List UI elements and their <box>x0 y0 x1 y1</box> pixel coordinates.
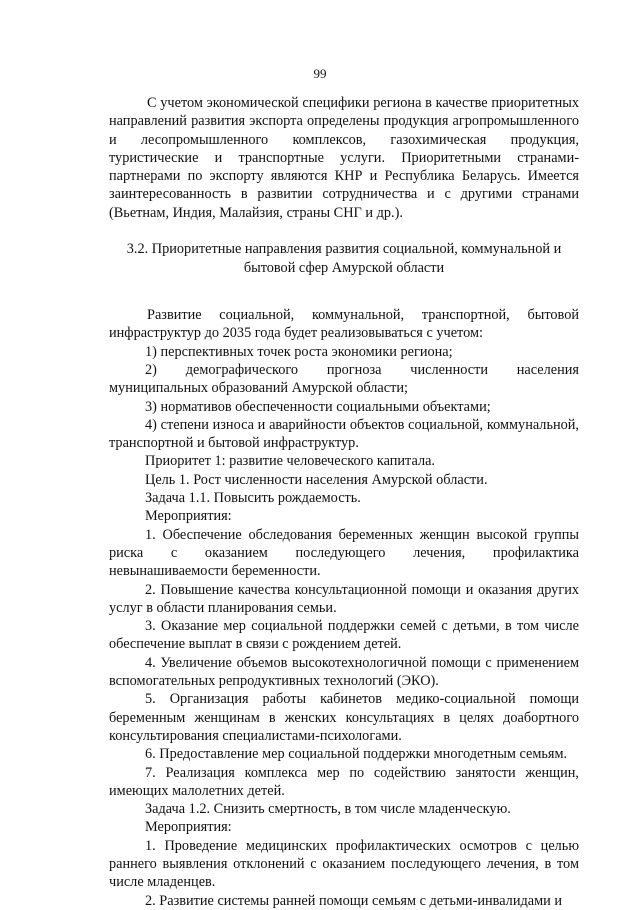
priority-line: Приоритет 1: развитие человеческого капитала. <box>145 453 435 470</box>
consideration-item: 1) перспективных точек роста экономики региона; <box>145 343 453 360</box>
task-1-2-title: Задача 1.2. Снизить смертность, в том числе младенческую. <box>145 801 511 818</box>
measure-item: 2. Повышение качества консультационной помощи и оказания других услуг в области планирования семьи. <box>109 581 579 616</box>
section-heading-line1: 3.2. Приоритетные направления развития социальной, коммунальной и <box>126 241 562 258</box>
measure-item: 2. Развитие системы ранней помощи семьям с детьми-инвалидами и <box>145 892 563 909</box>
section-heading-line2: бытовой сфер Амурской области <box>243 260 445 277</box>
task-1-2-measures-label: Мероприятия: <box>145 819 232 836</box>
measure-item: 7. Реализация комплекса мер по содействию занятости женщин, имеющих малолетних детей. <box>109 764 579 799</box>
section-intro: Развитие социальной, коммунальной, транспортной, бытовой инфраструктур до 2035 года будет реализовываться с учетом: <box>109 307 579 342</box>
consideration-item: 3) нормативов обеспеченности социальными объектами; <box>145 398 491 415</box>
measure-item: 1. Проведение медицинских профилактических осмотров с целью раннего выявления отклонений с оказанием последующего лечения, в том числе младенцев. <box>109 837 579 891</box>
task-1-1-title: Задача 1.1. Повысить рождаемость. <box>145 490 361 507</box>
consideration-item: 4) степени износа и аварийности объектов социальной, коммунальной, транспортной и бытовой инфраструктур. <box>109 416 579 452</box>
measure-item: 4. Увеличение объемов высокотехнологичной помощи с применением вспомогательных репродуктивных технологий (ЭКО). <box>109 654 579 690</box>
section-heading <box>115 240 573 278</box>
page-content <box>109 94 579 910</box>
consideration-item: 2) демографического прогноза численности населения муниципальных образований Амурской области; <box>109 361 579 397</box>
goal-line: Цель 1. Рост численности населения Амурской области. <box>145 471 488 488</box>
measure-item: 1. Обеспечение обследования беременных женщин высокой группы риска с оказанием последующего лечения, профилактика невынашиваемости беременности. <box>109 526 579 580</box>
measure-item: 6. Предоставление мер социальной поддержки многодетным семьям. <box>145 746 568 763</box>
measure-item: 5. Организация работы кабинетов медико-социальной помощи беременным женщинам в женских консультациях в целях доабортного консультирования специалистами-психологами. <box>109 691 579 744</box>
measure-item: 3. Оказание мер социальной поддержки семей с детьми, в том числе обеспечение выплат в связи с рождением детей. <box>109 618 579 653</box>
intro-paragraph: С учетом экономической специфики региона в качестве приоритетных направлений развития экспорта определены продукция агропромышленного и лесопромышленного комплексов, газохимическая продукция, туристические и транспортные услуги. Приоритетными странами-партнерами по экспорту являются КНР и Республика Беларусь. Имеется заинтересованность в развитии сотрудничества и с другими странами (Вьетнам, Индия, Малайзия, страны СНГ и др.). <box>109 95 579 221</box>
task-1-1-measures-label: Мероприятия: <box>145 508 232 525</box>
page-number: 99 <box>313 66 327 81</box>
